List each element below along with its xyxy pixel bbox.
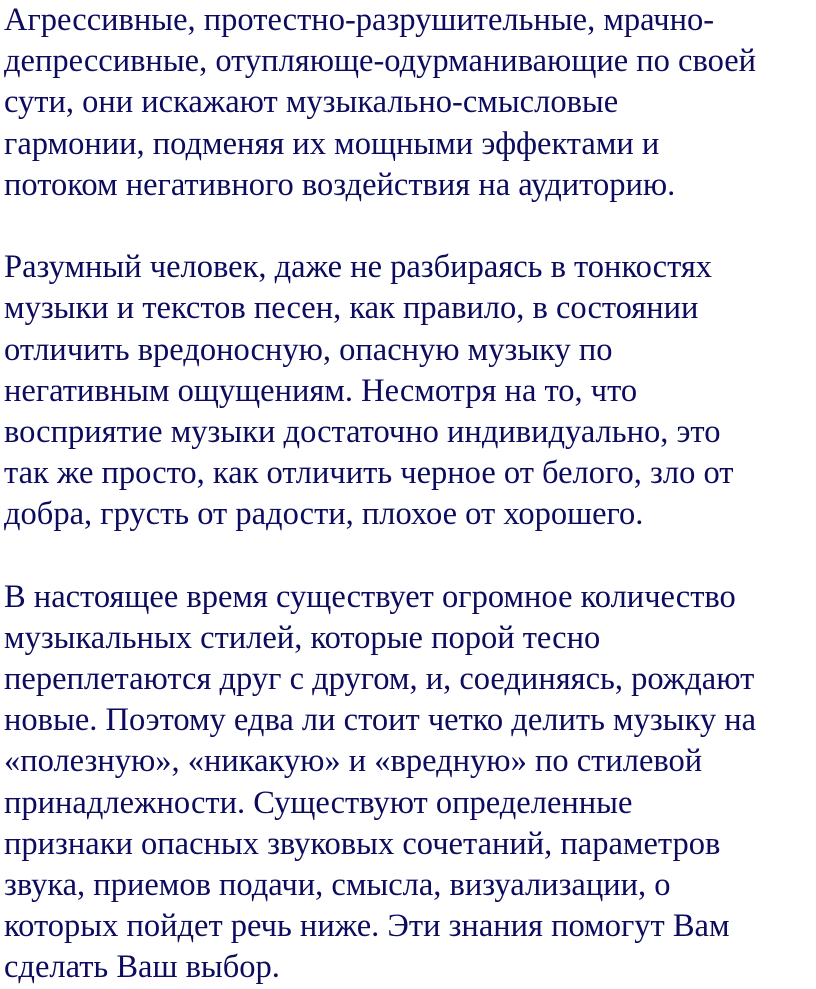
text-line: В настоящее время существует огромное количество [4,578,736,615]
text-line: «полезную», «никакую» и «вредную» по стилевой [4,743,703,780]
text-line: отличить вредоносную, опасную музыку по [4,331,613,368]
text-line: музыки и текстов песен, как правило, в состоянии [4,290,699,327]
paragraph-3 [4,577,816,989]
text-line: принадлежности. Существуют определенные [4,784,633,821]
paragraph-spacer [4,535,816,576]
text-line: депрессивные, отупляюще-одурманивающие по своей [4,43,757,80]
document-body [4,0,816,989]
text-line: Агрессивные, протестно-разрушительные, мрачно- [4,2,715,38]
text-line: негативным ощущениям. Несмотря на то, что [4,372,638,409]
text-line: музыкальных стилей, которые порой тесно [4,619,601,656]
text-line: звука, приемов подачи, смысла, визуализации, о [4,866,671,903]
text-line: так же просто, как отличить черное от белого, зло от [4,455,734,492]
text-line: переплетаются друг с другом, и, соединяясь, рождают [4,661,755,697]
text-line: новые. Поэтому едва ли стоит четко делить музыку на [4,702,757,739]
paragraph-spacer [4,206,816,247]
text-line: потоком негативного воздействия на аудиторию. [4,166,676,203]
text-line: гармонии, подменяя их мощными эффектами и [4,125,660,162]
text-line: восприятие музыки достаточно индивидуально, это [4,413,721,450]
text-line: признаки опасных звуковых сочетаний, параметров [4,825,721,862]
paragraph-2 [4,247,816,535]
paragraph-1 [4,0,816,206]
text-line: которых пойдет речь ниже. Эти знания помогут Вам [4,908,730,945]
text-line: Разумный человек, даже не разбираясь в тонкостях [4,249,713,286]
text-line: сути, они искажают музыкально-смысловые [4,84,619,121]
text-line: сделать Ваш выбор. [4,949,280,986]
text-line: добра, грусть от радости, плохое от хорошего. [4,496,644,533]
